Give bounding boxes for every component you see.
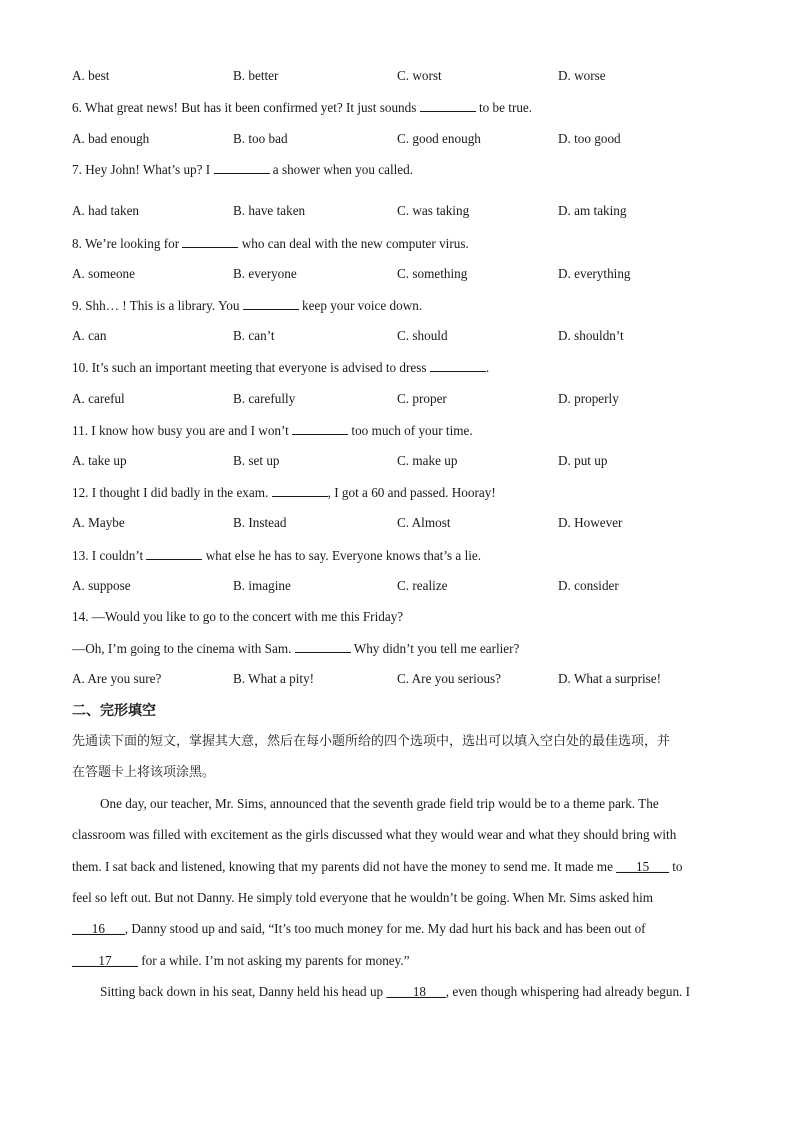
question-14: 14. —Would you like to go to the concert with me this Friday? — [72, 609, 404, 624]
q5-option-a: A. best — [72, 68, 110, 83]
q9-option-b: B. can’t — [233, 328, 275, 343]
question-text: 12. I thought I did badly in the exam. — [72, 485, 272, 500]
q14-option-d: D. What a surprise! — [558, 671, 662, 686]
q13-option-b: B. imagine — [233, 578, 291, 593]
question-text: what else he has to say. Everyone knows that’s a lie. — [202, 548, 482, 563]
blank-17: ____17____ — [72, 953, 138, 968]
question-text: 10. It’s such an important meeting that everyone is advised to dress — [72, 360, 430, 375]
q12-option-d: D. However — [558, 515, 623, 530]
section-heading: 二、完形填空 — [72, 703, 156, 719]
q6-option-c: C. good enough — [397, 131, 481, 146]
section-instruction-line-1: 先通读下面的短文，掌握其大意，然后在每小题所给的四个选项中，选出可以填入空白处的最佳选项，并 — [72, 734, 671, 749]
q10-option-c: C. proper — [397, 391, 447, 406]
passage-text: , Danny stood up and said, “It’s too much money for me. My dad hurt his back and has been out of — [124, 921, 646, 936]
question-text: 6. What great news! But has it been confirmed yet? It just sounds — [72, 100, 420, 115]
answer-blank — [420, 99, 476, 112]
q5-option-c: C. worst — [397, 68, 442, 83]
q6-option-d: D. too good — [558, 131, 621, 146]
question-text: . — [485, 360, 490, 375]
blank-16: ___16___ — [72, 921, 125, 936]
answer-blank — [430, 359, 486, 372]
question-12 — [72, 484, 496, 501]
question-9 — [72, 297, 422, 314]
passage-line-4: feel so left out. But not Danny. He simply told everyone that he wouldn’t be going. When Mr. Sims asked him — [72, 890, 654, 905]
q10-option-a: A. careful — [72, 391, 125, 406]
q13-option-c: C. realize — [397, 578, 448, 593]
passage-text: them. I sat back and listened, knowing that my parents did not have the money to send me. It made me — [72, 859, 617, 874]
q5-option-d: D. worse — [558, 68, 606, 83]
q11-option-b: B. set up — [233, 453, 280, 468]
answer-blank — [182, 235, 238, 248]
passage-text: for a while. I’m not asking my parents for money.” — [137, 953, 410, 968]
question-8 — [72, 235, 469, 252]
q5-option-b: B. better — [233, 68, 279, 83]
answer-blank — [292, 422, 348, 435]
question-text: 7. Hey John! What’s up? I — [72, 162, 214, 177]
passage-line-5 — [72, 921, 646, 937]
question-11 — [72, 422, 473, 439]
q7-option-c: C. was taking — [397, 203, 470, 218]
q8-option-b: B. everyone — [233, 266, 297, 281]
passage-text: , even though whispering had already begun. I — [445, 984, 691, 999]
question-14-reply — [72, 640, 519, 657]
question-13 — [72, 547, 481, 564]
question-text: 9. Shh… ! This is a library. You — [72, 298, 243, 313]
answer-blank — [214, 161, 270, 174]
q13-option-d: D. consider — [558, 578, 619, 593]
question-text: keep your voice down. — [298, 298, 423, 313]
q12-option-c: C. Almost — [397, 515, 451, 530]
answer-blank — [295, 640, 351, 653]
q8-option-d: D. everything — [558, 266, 631, 281]
question-text: 11. I know how busy you are and I won’t — [72, 423, 293, 438]
q8-option-c: C. something — [397, 266, 468, 281]
q11-option-a: A. take up — [72, 453, 127, 468]
passage-line-2: classroom was filled with excitement as the girls discussed what they would wear and what they should bring with — [72, 827, 677, 842]
answer-blank — [146, 547, 202, 560]
question-text: to be true. — [475, 100, 533, 115]
passage-line-3 — [72, 859, 683, 875]
blank-18: ____18___ — [386, 984, 446, 999]
question-7 — [72, 161, 413, 178]
q12-option-b: B. Instead — [233, 515, 287, 530]
q6-option-a: A. bad enough — [72, 131, 150, 146]
passage-text: Sitting back down in his seat, Danny held his head up — [100, 984, 387, 999]
q6-option-b: B. too bad — [233, 131, 288, 146]
question-text: Why didn’t you tell me earlier? — [350, 641, 520, 656]
question-text: 8. We’re looking for — [72, 236, 183, 251]
answer-blank — [243, 297, 299, 310]
q11-option-c: C. make up — [397, 453, 458, 468]
q10-option-d: D. properly — [558, 391, 619, 406]
q9-option-c: C. should — [397, 328, 448, 343]
question-text: —Oh, I’m going to the cinema with Sam. — [72, 641, 295, 656]
question-text: a shower when you called. — [269, 162, 414, 177]
passage-line-7 — [100, 984, 690, 1000]
question-text: too much of your time. — [348, 423, 473, 438]
question-6 — [72, 99, 532, 116]
passage-line-1: One day, our teacher, Mr. Sims, announced that the seventh grade field trip would be to a theme park. The — [100, 796, 659, 811]
q9-option-a: A. can — [72, 328, 107, 343]
q13-option-a: A. suppose — [72, 578, 131, 593]
q14-option-b: B. What a pity! — [233, 671, 315, 686]
q7-option-a: A. had taken — [72, 203, 140, 218]
q14-option-a: A. Are you sure? — [72, 671, 162, 686]
question-text: who can deal with the new computer virus. — [238, 236, 469, 251]
passage-line-6 — [72, 953, 410, 969]
question-text: 13. I couldn’t — [72, 548, 147, 563]
question-text: , I got a 60 and passed. Hooray! — [327, 485, 496, 500]
q9-option-d: D. shouldn’t — [558, 328, 624, 343]
section-instruction-line-2: 在答题卡上将该项涂黑。 — [72, 765, 216, 780]
q7-option-b: B. have taken — [233, 203, 306, 218]
blank-15: ___15___ — [616, 859, 669, 874]
q7-option-d: D. am taking — [558, 203, 627, 218]
question-10 — [72, 359, 489, 376]
q12-option-a: A. Maybe — [72, 515, 125, 530]
q14-option-c: C. Are you serious? — [397, 671, 502, 686]
q11-option-d: D. put up — [558, 453, 608, 468]
q10-option-b: B. carefully — [233, 391, 296, 406]
answer-blank — [272, 484, 328, 497]
passage-text: to — [668, 859, 683, 874]
q8-option-a: A. someone — [72, 266, 135, 281]
